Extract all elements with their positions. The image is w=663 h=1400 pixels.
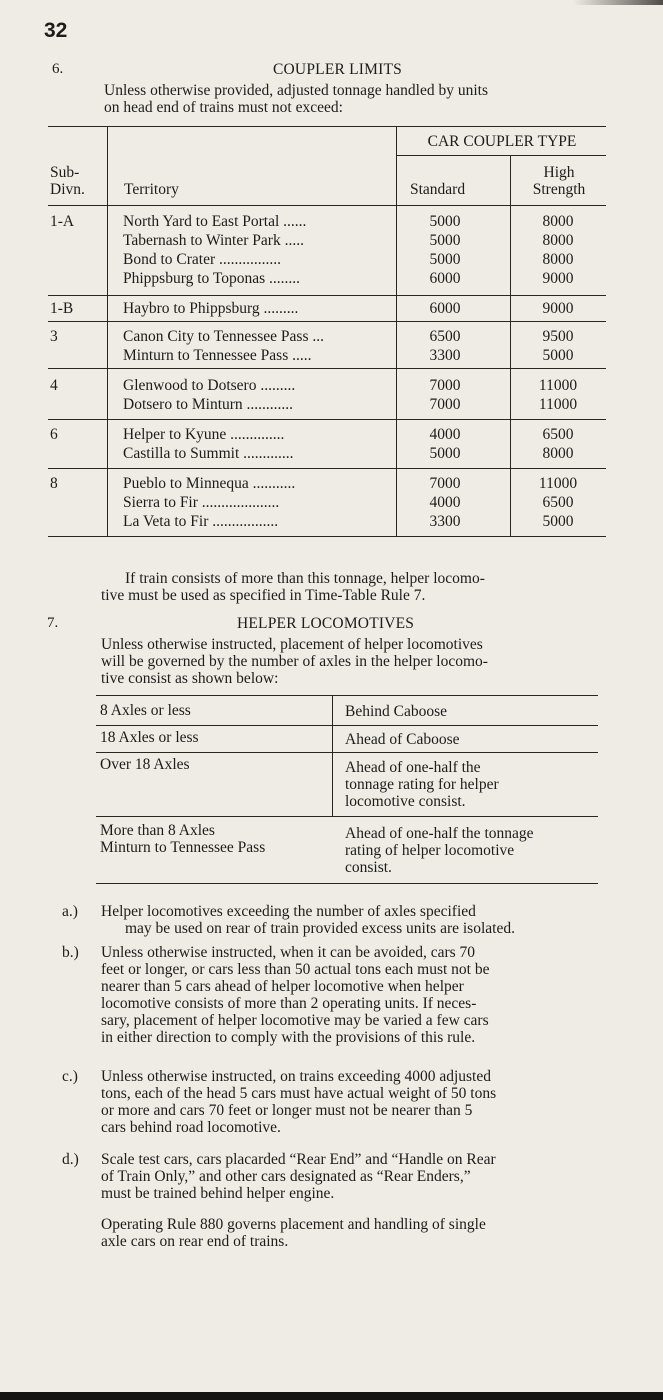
territory-cell: La Veta to Fir ................. [123, 513, 279, 530]
subdiv-label: 6 [50, 426, 58, 443]
header-car-coupler-type: CAR COUPLER TYPE [427, 133, 577, 150]
standard-cell: 5000 [429, 232, 461, 249]
high-strength-cell: 8000 [542, 232, 574, 249]
section-7-title: HELPER LOCOMOTIVES [237, 615, 415, 632]
note-d-label: d.) [62, 1151, 79, 1168]
note-line: tive must be used as specified in Time-Table Rule 7. [101, 587, 426, 604]
standard-cell: 7000 [429, 377, 461, 394]
note-c-label: c.) [62, 1068, 78, 1085]
table-divider-territory [396, 126, 397, 536]
header-territory: Territory [124, 181, 179, 198]
table-divider-subdiv [107, 126, 108, 536]
placement-cell: Ahead of one-half the tonnage rating of helper locomotive consist. [345, 825, 534, 876]
group-rule [48, 321, 606, 322]
standard-cell: 6500 [429, 328, 461, 345]
standard-cell: 5000 [429, 213, 461, 230]
page-number: 32 [44, 19, 68, 42]
header-bottom-rule [48, 205, 606, 206]
high-strength-cell: 5000 [542, 513, 574, 530]
section-6-number: 6. [52, 61, 64, 77]
axle-condition-cell: 18 Axles or less [100, 729, 199, 746]
header-high-strength: High Strength [532, 164, 586, 198]
intro-line: on head end of trains must not exceed: [104, 99, 343, 116]
subdiv-label: 3 [50, 328, 58, 345]
subdiv-label: 4 [50, 377, 58, 394]
placement-cell: Ahead of one-half the tonnage rating for helper locomotive consist. [345, 759, 499, 810]
scan-bottom-edge [0, 1392, 663, 1400]
territory-cell: Helper to Kyune .............. [123, 426, 285, 443]
axle-condition-cell: 8 Axles or less [100, 702, 191, 719]
territory-cell: Glenwood to Dotsero ......... [123, 377, 296, 394]
table-divider-standard [510, 155, 511, 536]
territory-cell: Haybro to Phippsburg ......... [123, 300, 299, 317]
territory-cell: Dotsero to Minturn ............ [123, 396, 294, 413]
table-bottom-rule [48, 536, 606, 537]
high-strength-cell: 5000 [542, 347, 574, 364]
subdiv-label: 1-A [50, 213, 75, 230]
section-7-intro [101, 636, 488, 687]
high-strength-cell: 6500 [542, 426, 574, 443]
helper-row-rule [96, 816, 598, 817]
helper-table-top-rule [96, 695, 598, 696]
standard-cell: 7000 [429, 475, 461, 492]
axle-condition-cell: More than 8 Axles Minturn to Tennessee Pass [100, 822, 266, 856]
group-rule [48, 468, 606, 469]
placement-cell: Behind Caboose [345, 703, 448, 720]
subdiv-label: 8 [50, 475, 58, 492]
territory-cell: Minturn to Tennessee Pass ..... [123, 347, 312, 364]
high-strength-cell: 11000 [538, 396, 578, 413]
territory-cell: Canon City to Tennessee Pass ... [123, 328, 324, 345]
intro-line: tive consist as shown below: [101, 670, 279, 687]
group-header-rule [396, 155, 606, 156]
standard-cell: 6000 [429, 270, 461, 287]
territory-cell: Sierra to Fir .................... [123, 494, 280, 511]
helper-row-rule [96, 725, 598, 726]
standard-cell: 3300 [429, 347, 461, 364]
territory-cell: Castilla to Summit ............. [123, 445, 294, 462]
territory-cell: North Yard to East Portal ...... [123, 213, 307, 230]
territory-cell: Phippsburg to Toponas ........ [123, 270, 301, 287]
note-line: If train consists of more than this tonnage, helper locomo- [125, 570, 485, 587]
helper-table-bottom-rule [96, 883, 598, 884]
territory-cell: Pueblo to Minnequa ........... [123, 475, 296, 492]
intro-line: Unless otherwise provided, adjusted tonnage handled by units [104, 82, 488, 99]
standard-cell: 4000 [429, 494, 461, 511]
standard-cell: 4000 [429, 426, 461, 443]
high-strength-cell: 11000 [538, 475, 578, 492]
helper-table-divider [332, 695, 333, 816]
group-rule [48, 368, 606, 369]
placement-cell: Ahead of Caboose [345, 731, 460, 748]
header-standard: Standard [410, 181, 466, 198]
page-edge-shadow [573, 0, 663, 5]
note-a-label: a.) [62, 903, 78, 920]
group-rule [48, 295, 606, 296]
standard-cell: 3300 [429, 513, 461, 530]
closing-rule-note: Operating Rule 880 governs placement and handling of single axle cars on rear end of trains. [101, 1216, 486, 1250]
territory-cell: Bond to Crater ................ [123, 251, 281, 268]
intro-line: will be governed by the number of axles in the helper locomo- [101, 653, 488, 670]
high-strength-cell: 9000 [542, 270, 574, 287]
section-6-title: COUPLER LIMITS [273, 61, 402, 78]
high-strength-cell: 9000 [542, 300, 574, 317]
intro-line: Unless otherwise instructed, placement of helper locomotives [101, 636, 483, 653]
helper-requirement-note [101, 570, 485, 604]
high-strength-cell: 6500 [542, 494, 574, 511]
standard-cell: 5000 [429, 445, 461, 462]
high-strength-cell: 9500 [542, 328, 574, 345]
note-c-text: Unless otherwise instructed, on trains exceeding 4000 adjusted tons, each of the head 5 cars must have actual weight of 50 tons or more and cars 70 feet or longer must not be nearer than 5 cars behind road locomotive. [101, 1068, 497, 1136]
standard-cell: 7000 [429, 396, 461, 413]
note-a-text: Helper locomotives exceeding the number of axles specified may be used on rear of train provided excess units are isolated. [101, 903, 515, 937]
group-rule [48, 419, 606, 420]
high-strength-cell: 8000 [542, 251, 574, 268]
axle-condition-cell: Over 18 Axles [100, 756, 190, 773]
subdiv-label: 1-B [50, 300, 74, 317]
territory-cell: Tabernash to Winter Park ..... [123, 232, 304, 249]
standard-cell: 5000 [429, 251, 461, 268]
note-b-text: Unless otherwise instructed, when it can be avoided, cars 70 feet or longer, or cars less than 50 actual tons each must not be nearer than 5 cars ahead of helper locomotive when helper locomotive consists of more than 2 operating units. If neces- sary, placement of helper locomotive may be varied a few cars in either direction to comply with the provisions of this rule. [101, 944, 490, 1046]
header-subdivision: Sub- Divn. [50, 164, 85, 198]
section-7-number: 7. [47, 615, 59, 631]
helper-row-rule [96, 752, 598, 753]
high-strength-cell: 8000 [542, 445, 574, 462]
high-strength-cell: 11000 [538, 377, 578, 394]
standard-cell: 6000 [429, 300, 461, 317]
note-b-label: b.) [62, 944, 79, 961]
section-6-intro [104, 82, 488, 116]
high-strength-cell: 8000 [542, 213, 574, 230]
note-d-text: Scale test cars, cars placarded “Rear End” and “Handle on Rear of Train Only,” and other cars designated as “Rear Enders,” must be trained behind helper engine. [101, 1151, 496, 1202]
table-top-rule [48, 126, 606, 127]
